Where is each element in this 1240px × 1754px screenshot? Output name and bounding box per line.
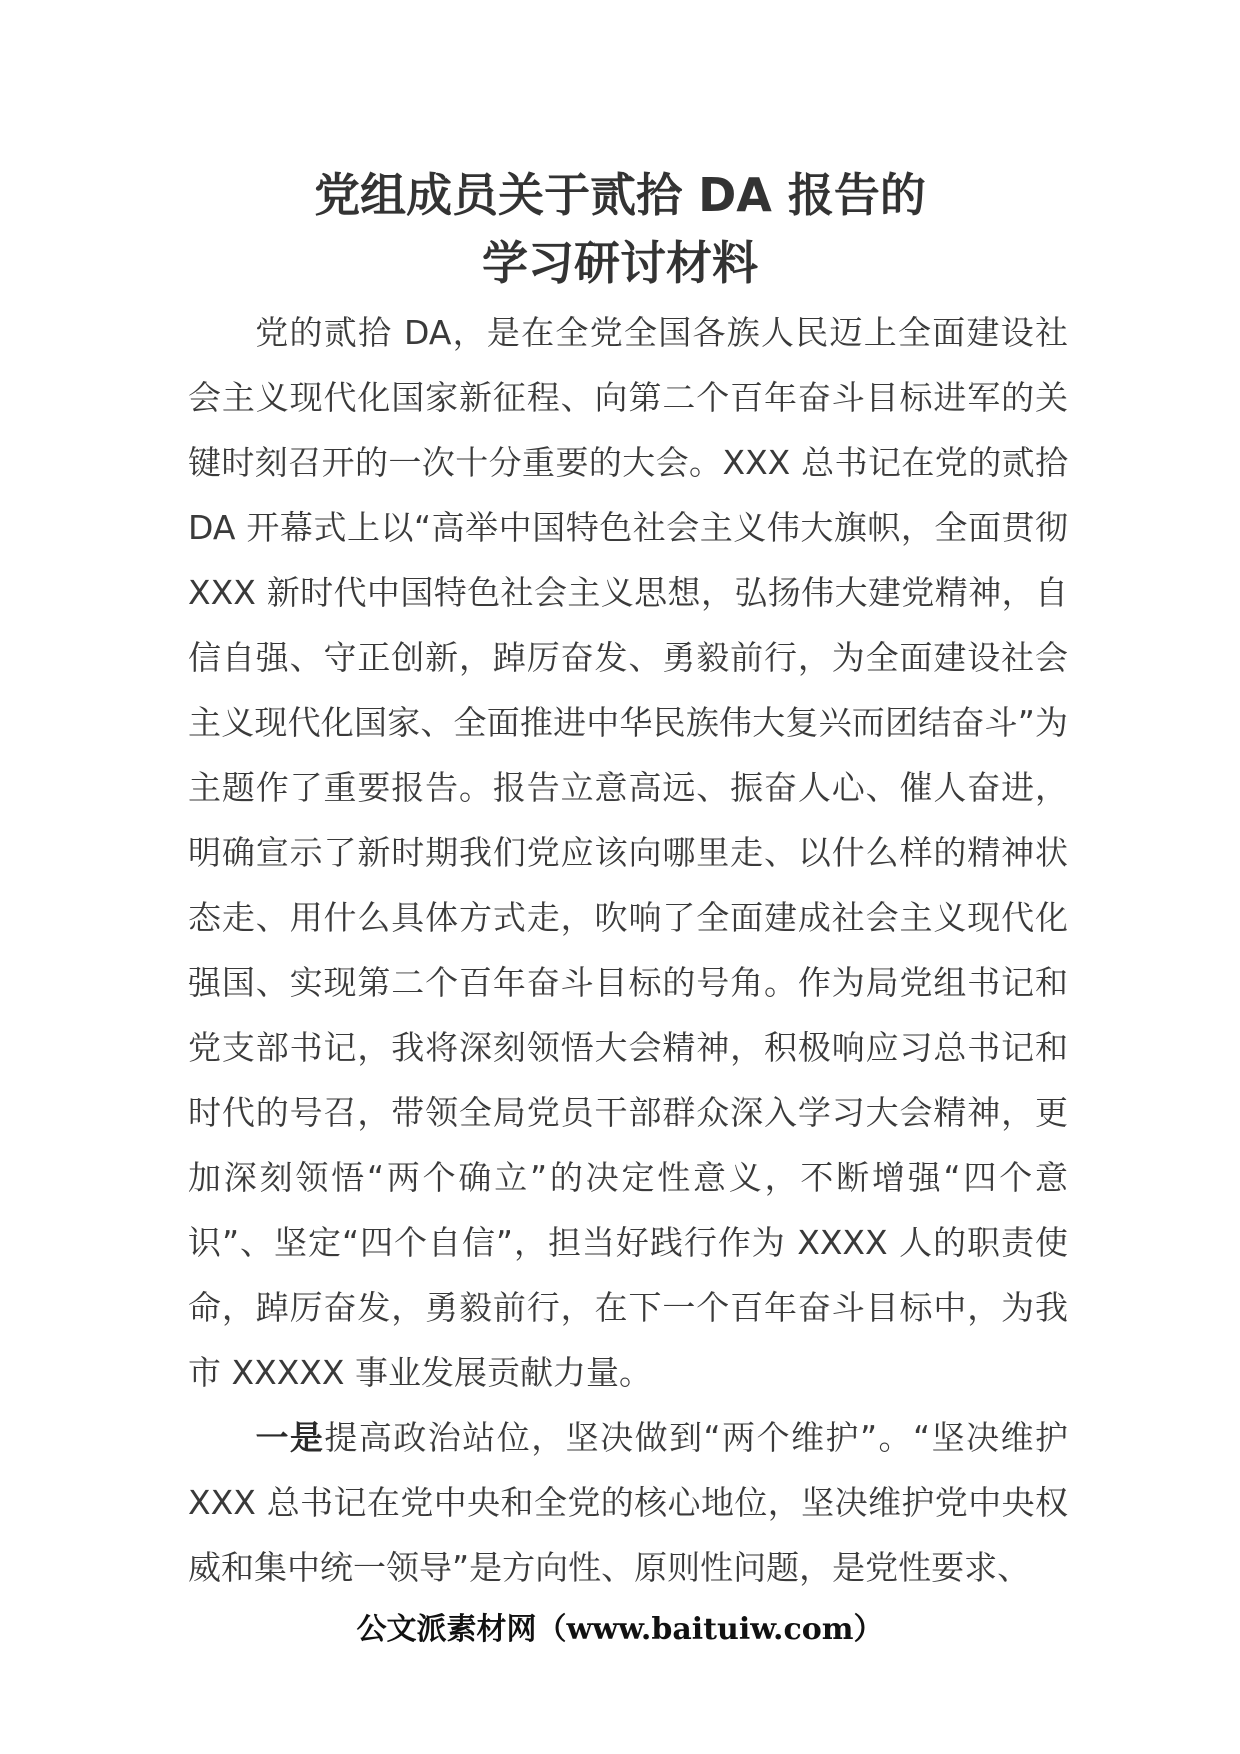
paragraph-2-lead: 一是 bbox=[254, 1418, 325, 1457]
paragraph-1-text: 党的贰拾 DA，是在全党全国各族人民迈上全面建设社会主义现代化国家新征程、向第二个百年奋斗目标进军的关键时刻召开的一次十分重要的大会。XXX 总书记在党的贰拾 DA 开幕式上以“高举中国特色社会主义伟大旗帜，全面贯彻 XXX 新时代中国特色社会主义思想，弘扬伟大建党精神，自信自强、守正创新，踔厉奋发、勇毅前行，为全面建设社会主义现代化国家、全面推进中华民族伟大复兴而团结奋斗”为主题作了重要报告。报告立意高远、振奋人心、催人奋进，明确宣示了新时期我们党应该向哪里走、以什么样的精神状态走、用什么具体方式走，吹响了全面建成社会主义现代化强国、实现第二个百年奋斗目标的号角。作为局党组书记和党支部书记，我将深刻领悟大会精神，积极响应习总书记和时代的号召，带领全局党员干部群众深入学习大会精神，更加深刻领悟“两个确立”的决定性意义，不断增强“四个意识”、坚定“四个自信”，担当好践行作为 XXXX 人的职责使命，踔厉奋发，勇毅前行，在下一个百年奋斗目标中，为我市 XXXXX 事业发展贡献力量。 bbox=[188, 313, 1068, 1392]
document-title-line-2: 学习研讨材料 bbox=[482, 236, 758, 290]
footer-watermark: 公文派素材网（www.baituiw.com） bbox=[356, 1612, 884, 1647]
paragraph-2-text: 提高政治站位，坚决做到“两个维护”。“坚决维护 XXX 总书记在党中央和全党的核心地位，坚决维护党中央权威和集中统一领导”是方向性、原则性问题，是党性要求、 bbox=[188, 1418, 1068, 1587]
body-paragraph-1 bbox=[188, 300, 1068, 1405]
document-title-line-1: 党组成员关于贰拾 DA 报告的 bbox=[314, 168, 926, 222]
body-paragraph-2 bbox=[188, 1405, 1068, 1600]
